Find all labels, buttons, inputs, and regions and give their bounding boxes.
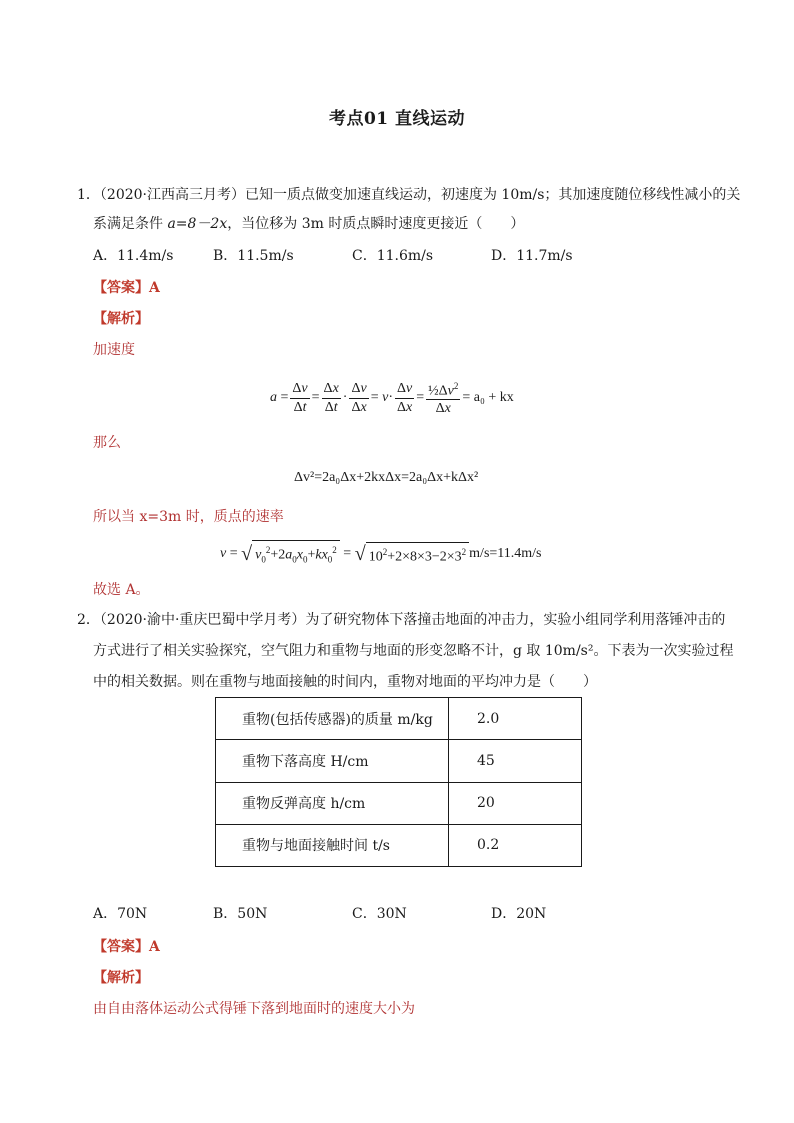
q1-condition: a=8－2x [167, 216, 228, 232]
q2-answer: 【答案】A [93, 939, 160, 955]
q2-stem-line3: 中的相关数据。则在重物与地面接触的时间内，重物对地面的平均冲力是（ ） [93, 674, 597, 690]
q1-text-acceleration: 加速度 [93, 342, 135, 358]
q1-conclusion: 故选 A。 [93, 582, 150, 598]
table-row [216, 782, 582, 824]
table-label: 重物反弹高度 h/cm [216, 782, 449, 824]
q2-option-b: B．50N [213, 906, 268, 922]
table-label: 重物下落高度 H/cm [216, 740, 449, 782]
q2-data-table [215, 697, 582, 867]
q1-formula-acceleration: a = $\frac{\Delta v}{\Delta t}$ = $\frac{\Delta x}{\Delta t}$ · $\frac{\Delta v}{\Delta x}$ = v · $\frac{\Delta v}{\Delta x}$ = $\frac{\frac{1}{2}\Delta v^2}{\Delta x}$ = a₀ + kx [270, 368, 514, 428]
table-label: 重物(包括传感器)的质量 m/kg [216, 698, 449, 740]
q2-analysis-label: 【解析】 [93, 970, 149, 986]
q1-analysis-label: 【解析】 [93, 311, 149, 327]
table-row [216, 740, 582, 782]
q2-stem-line2: 方式进行了相关实验探究，空气阻力和重物与地面的形变忽略不计，g 取 10m/s²。下表为一次实验过程 [93, 643, 734, 659]
q2-option-d: D．20N [491, 906, 547, 922]
table-label: 重物与地面接触时间 t/s [216, 824, 449, 866]
q1-stem-line1: 1．（2020·江西高三月考）已知一质点做变加速直线运动，初速度为 10m/s；其加速度随位移线性减小的关 [77, 187, 741, 203]
q1-formula-velocity-squared: Δv²=2a₀Δx+2kxΔx=2a₀Δx+kΔx² [294, 470, 479, 485]
q1-formula-speed: v = √ $v_0^2+2a_0x_0+kx_0^2$ = √ $10^2+2\times 8\times 3-2\times 3^2$ m/s=11.4m/s [220, 540, 542, 568]
table-value: 20 [449, 782, 582, 824]
q1-option-b: B．11.5m/s [213, 248, 294, 264]
table-row [216, 698, 582, 740]
page-title: 考点01 直线运动 [328, 109, 466, 129]
q1-answer: 【答案】A [93, 280, 160, 296]
q2-option-c: C．30N [352, 906, 407, 922]
q2-stem-line1: 2．（2020·渝中·重庆巴蜀中学月考）为了研究物体下落撞击地面的冲击力，实验小组同学利用落锤冲击的 [77, 612, 726, 628]
q2-text-freefall: 由自由落体运动公式得锤下落到地面时的速度大小为 [93, 1001, 415, 1017]
q1-text-then: 那么 [93, 435, 121, 451]
q1-text-speed: 所以当 x=3m 时，质点的速率 [93, 509, 284, 525]
q1-option-a: A．11.4m/s [93, 248, 174, 264]
q1-option-d: D．11.7m/s [491, 248, 573, 264]
q1-option-c: C．11.6m/s [352, 248, 434, 264]
q2-option-a: A．70N [93, 906, 148, 922]
table-value: 0.2 [449, 824, 582, 866]
table-value: 45 [449, 740, 582, 782]
table-value: 2.0 [449, 698, 582, 740]
table-row [216, 824, 582, 866]
q1-stem-line2: 系满足条件 a=8－2x，当位移为 3m 时质点瞬时速度更接近（ ） [93, 216, 525, 232]
